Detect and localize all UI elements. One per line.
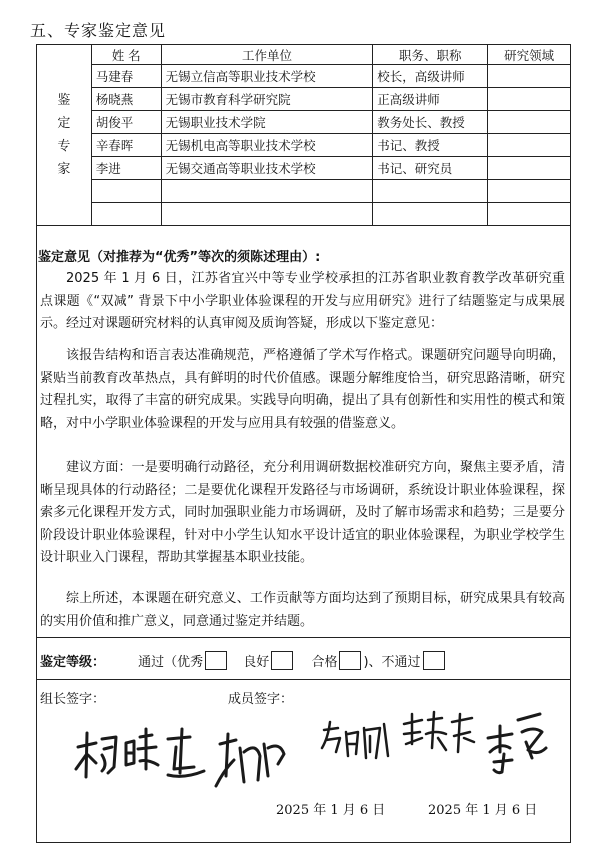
expert-table: [36, 44, 571, 226]
grade-option-good: 良好: [243, 655, 270, 670]
table-row: [37, 157, 571, 180]
cell-workplace: 无锡市教育科学研究院: [161, 88, 373, 111]
side-label-char: 定: [57, 116, 71, 131]
checkbox-pass[interactable]: [339, 651, 361, 670]
cell-title: [373, 203, 488, 226]
member-signature-3: [398, 708, 478, 763]
cell-field: [488, 203, 571, 226]
header-name: 姓 名: [91, 45, 161, 65]
table-row-empty: [37, 180, 571, 203]
grade-label: 鉴定等级：: [40, 655, 106, 670]
section-title: 五、专家鉴定意见: [30, 21, 167, 40]
opinion-heading: 鉴定意见（对推荐为“优秀”等次的须陈述理由）:: [38, 250, 321, 265]
leader-signature-label: 组长签字：: [40, 692, 106, 707]
cell-name: 马建春: [91, 65, 161, 88]
checkbox-excellent[interactable]: [205, 651, 227, 670]
side-label: [37, 45, 92, 226]
opinion-paragraph-1: 2025 年 1 月 6 日，江苏省宜兴中等专业学校承担的江苏省职业教育教学改革研究重点课题《“双减” 背景下中小学职业体验课程的开发与应用研究》进行了结题鉴定与成果展示。经过对课题研究材料的认真审阅及质询答疑，形成以下鉴定意见：: [40, 271, 565, 331]
leader-date: 2025 年 1 月 6 日: [276, 803, 386, 818]
leader-signature: [72, 725, 212, 790]
members-signature-label: 成员签字：: [228, 692, 294, 707]
table-row: [37, 65, 571, 88]
cell-field: [488, 157, 571, 180]
cell-field: [488, 111, 571, 134]
cell-workplace: [161, 203, 373, 226]
divider: [36, 637, 571, 638]
cell-name: [91, 180, 161, 203]
cell-name: 辛春晖: [91, 134, 161, 157]
checkbox-good[interactable]: [271, 651, 293, 670]
cell-title: 书记、研究员: [373, 157, 488, 180]
cell-title: 校长，高级讲师: [373, 65, 488, 88]
member-signature-1: [210, 730, 290, 795]
cell-name: [91, 203, 161, 226]
cell-title: 教务处长、教授: [373, 111, 488, 134]
side-label-char: 鉴: [57, 93, 71, 108]
member-signature-2: [318, 718, 398, 768]
member-signature-4: [482, 712, 552, 777]
grade-option-fail: )、不通过: [363, 655, 421, 670]
cell-name: 杨晓燕: [91, 88, 161, 111]
table-row: [37, 88, 571, 111]
cell-workplace: [161, 180, 373, 203]
opinion-paragraph-4: 综上所述，本课题在研究意义、工作贡献等方面均达到了预期目标，研究成果具有较高的实用价值和推广意义，同意通过鉴定并结题。: [40, 591, 565, 629]
table-row: [37, 111, 571, 134]
opinion-paragraph-3: 建议方面：一是要明确行动路径，充分利用调研数据校准研究方向，聚焦主要矛盾，清晰呈现具体的行动路径；二是要优化课程开发路径与市场调研，系统设计职业体验课程，探索多元化课程开发方式，同时加强职业能力市场调研，及时了解市场需求和趋势；三是要分阶段设计职业体验课程，针对中小学生认知水平设计适宜的职业体验课程，为职业学校学生设计职业入门课程，帮助其掌握基本职业技能。: [40, 460, 565, 565]
table-row-empty: [37, 203, 571, 226]
grade-row: [40, 651, 447, 670]
table-header-row: [37, 45, 571, 65]
cell-workplace: 无锡立信高等职业技术学校: [161, 65, 373, 88]
cell-workplace: 无锡交通高等职业技术学校: [161, 157, 373, 180]
header-title: 职务、职称: [373, 45, 488, 65]
cell-title: 正高级讲师: [373, 88, 488, 111]
members-date: 2025 年 1 月 6 日: [428, 803, 538, 818]
side-label-char: 家: [57, 162, 71, 177]
cell-field: [488, 134, 571, 157]
header-workplace: 工作单位: [161, 45, 373, 65]
cell-field: [488, 65, 571, 88]
cell-field: [488, 180, 571, 203]
cell-name: 李进: [91, 157, 161, 180]
cell-title: 书记、教授: [373, 134, 488, 157]
cell-workplace: 无锡职业技术学院: [161, 111, 373, 134]
grade-option-excellent: 通过（优秀: [138, 655, 204, 670]
side-label-char: 专: [57, 139, 71, 154]
table-row: [37, 134, 571, 157]
header-field: 研究领域: [488, 45, 571, 65]
divider: [36, 679, 571, 680]
checkbox-fail[interactable]: [423, 651, 445, 670]
cell-field: [488, 88, 571, 111]
cell-name: 胡俊平: [91, 111, 161, 134]
cell-title: [373, 180, 488, 203]
grade-option-pass: 合格: [311, 655, 338, 670]
opinion-paragraph-2: 该报告结构和语言表达准确规范，严格遵循了学术写作格式。课题研究问题导向明确，紧贴当前教育改革热点，具有鲜明的时代价值感。课题分解维度恰当，研究思路清晰，研究过程扎实，取得了丰富的研究成果。实践导向明确，提出了具有创新性和实用性的模式和策略，对中小学职业体验课程的开发与应用具有较强的借鉴意义。: [40, 348, 565, 431]
cell-workplace: 无锡机电高等职业技术学校: [161, 134, 373, 157]
